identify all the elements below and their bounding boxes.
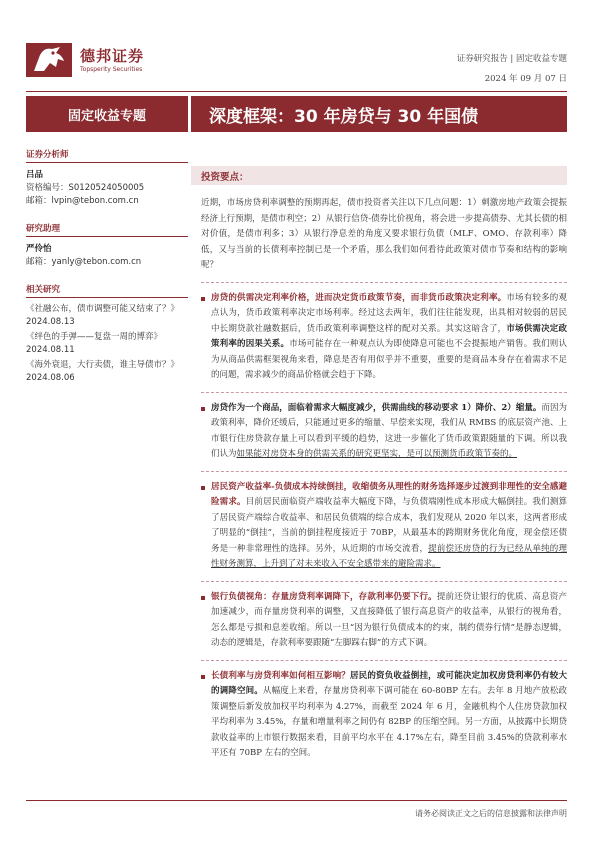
- key-point-text: 市场有较多的观点认为，货币政策利率决定市场利率。经过这去两年，我们往往能发现，出具相对较弱的居民中长期贷款社融数据后，货币政策利率调整这样的配对关系。其实这暗含了，: [211, 292, 567, 334]
- key-point-lead: 房贷作为一个商品，面临着需求大幅度减少，供需曲线的移动要求 1）降价、2）缩量。: [211, 402, 542, 413]
- key-point-text: 目前居民面临资产端收益率大幅度下降，与负债端刚性成本形成大幅倒挂。我们测算了居民资产端综合收益率、和居民负债端的综合成本，我们发现从 2020 年以来，这两者形成了明显的“倒挂”，当前的倒挂程度接近于 70BP，从最基本的跨期财务优化角度，现金偿还债务是一种非常理性的选择。另外，从近期的市场交流看，: [211, 497, 567, 554]
- key-point-emphasis: 市场供需决定政策利率的因果关系。: [211, 323, 567, 349]
- section-divider: [201, 282, 567, 283]
- assistant-email[interactable]: 邮箱：yanly@tebon.com.cn: [26, 257, 142, 267]
- intro-paragraph: 近期，市场房贷利率调整的预期再起，债市投资者关注以下几点问题：1）刺激房地产政策会提振经济上行预期，是债市利空；2）从银行信贷-债券比价视角，将会进一步提高债券、尤其长债的相对价值，是债市利多；3）从银行净息差的角度又要求银行负债（MLF、OMO、存款利率）降低，又与当前的长债利率控制已是一个矛盾，那么我们如何看待此政策对债市节奏和结构的影响呢？: [201, 198, 567, 270]
- key-point-lead: 居民资产收益率-负债成本持续倒挂，收缩债务从理性的财务选择逐步过渡到非理性的安全感避险需求。: [211, 481, 567, 507]
- key-point-2: [201, 401, 567, 463]
- section-divider: [201, 471, 567, 472]
- section-divider: [201, 581, 567, 582]
- section-divider: [201, 660, 567, 661]
- analyst-heading: 证券分析师: [26, 148, 188, 163]
- disclaimer-notice: 请务必阅读正文之后的信息披露和法律声明: [415, 809, 567, 818]
- report-type: 证券研究报告 | 固定收益专题: [456, 54, 567, 64]
- report-date: 2024 年 09 月 07 日: [484, 74, 567, 84]
- company-logo-icon: [26, 43, 72, 77]
- key-points-body: [201, 196, 567, 762]
- key-point-3: [201, 480, 567, 573]
- logo-english-name: Topsperity Securities: [80, 66, 143, 73]
- key-point-lead: 银行负债视角：存量房贷利率调降下，存款利率仍要下行。: [211, 591, 437, 602]
- key-point-text: 从幅度上来看，存量房贷利率下调可能在 60-80BP 左右。去年 8 月地产放松政策调整后新发放加权平均利率为 4.27%，而截至 2024 年 6 月，金融机构个人住房贷款加权平均利率为 3.45%，存量和增量利率之间仍有 82BP 的压缩空间。另一方面，从披露中长期贷款收益率的上市银行数据来看，目前平均水平在 4.17%左右，降至目前 3.45%的贷款利率水平还有 70BP 左右的空间。: [211, 686, 567, 758]
- sidebar: [26, 148, 188, 399]
- related-research-item[interactable]: 《社融公布，债市调整可能又结束了？》2024.08.13: [26, 304, 180, 327]
- logo-name: 德邦证券: [80, 47, 145, 65]
- analyst-name: 吕品: [26, 170, 44, 180]
- assistant-heading: 研究助理: [26, 222, 188, 237]
- analyst-block: [26, 148, 188, 208]
- assistant-name: 严伶怡: [26, 244, 52, 254]
- footer-divider: [26, 800, 567, 801]
- category-banner: 固定收益专题: [26, 96, 188, 132]
- related-research-item[interactable]: 《海外衰退，大行卖债，谁主导债市？》2024.08.06: [26, 360, 180, 383]
- related-research-heading: 相关研究: [26, 283, 188, 298]
- key-point-text: 市场可能存在一种观点认为即使降息可能也不会提振地产销售。我们则认为从商品供需框架视角来看，降息是否有用似乎并不重要，重要的是商品本身存在着需求不足的问题，需求减少的商品价格就会趋于下降。: [211, 339, 567, 380]
- header-divider: [26, 91, 567, 92]
- related-research-item[interactable]: 《绊色的手弹——复盘一周的博弈》2024.08.11: [26, 332, 163, 355]
- page-title: 深度框架：30 年房贷与 30 年国债: [191, 96, 567, 132]
- key-points-heading-bar: [191, 166, 567, 185]
- key-point-text: 提前还贷让银行的优质、高息资产加速减少，而存量房贷利率的调整，又直接降低了银行高息资产的收益率，从银行的视角看，怎么都是亏损和息差收缩。所以一旦“因为银行负债成本的约束，制约债券行情”是静态逻辑，动态的逻辑是，存款利率要跟随“左脚踩右脚”的方式下调。: [211, 591, 567, 648]
- related-research-block: [26, 283, 188, 385]
- key-point-emphasis: 居民的资负收益倒挂，或可能决定加权房贷利率仍有较大的调降空间。: [211, 670, 567, 696]
- key-point-underlined: 提前偿还房贷的行为已经从单纯的理性财务测算，上升到了对未来收入不安全感带来的避险需求。: [211, 543, 567, 569]
- key-point-underlined: 如果能对房贷本身的供需关系的研究更坚实，是可以预测货币政策节奏的。: [236, 449, 518, 459]
- key-point-lead: 房贷的供需决定利率价格，进而决定货币政策节奏，而非货币政策决定利率。: [211, 292, 507, 303]
- key-point-5: [201, 669, 567, 762]
- assistant-block: [26, 222, 188, 269]
- key-point-4: [201, 590, 567, 652]
- key-points-heading: 投资要点：: [201, 172, 249, 183]
- key-point-text: 而因为政策利率，降价还缓后，只能通过更多的缩量、早偿来实现，我们从 RMBS 的底层资产池、上市银行住房贷款存量上可以看到平缓的趋势，这进一步催化了货币政策跟随量的下调。所以我们认为: [211, 402, 567, 459]
- section-divider: [201, 392, 567, 393]
- analyst-email[interactable]: 邮箱：lvpin@tebon.com.cn: [26, 196, 139, 206]
- key-point-1: [201, 291, 567, 384]
- analyst-license: 资格编号：S0120524050005: [26, 183, 145, 193]
- key-point-lead: 长债利率与房贷利率如何相互影响？: [211, 670, 350, 681]
